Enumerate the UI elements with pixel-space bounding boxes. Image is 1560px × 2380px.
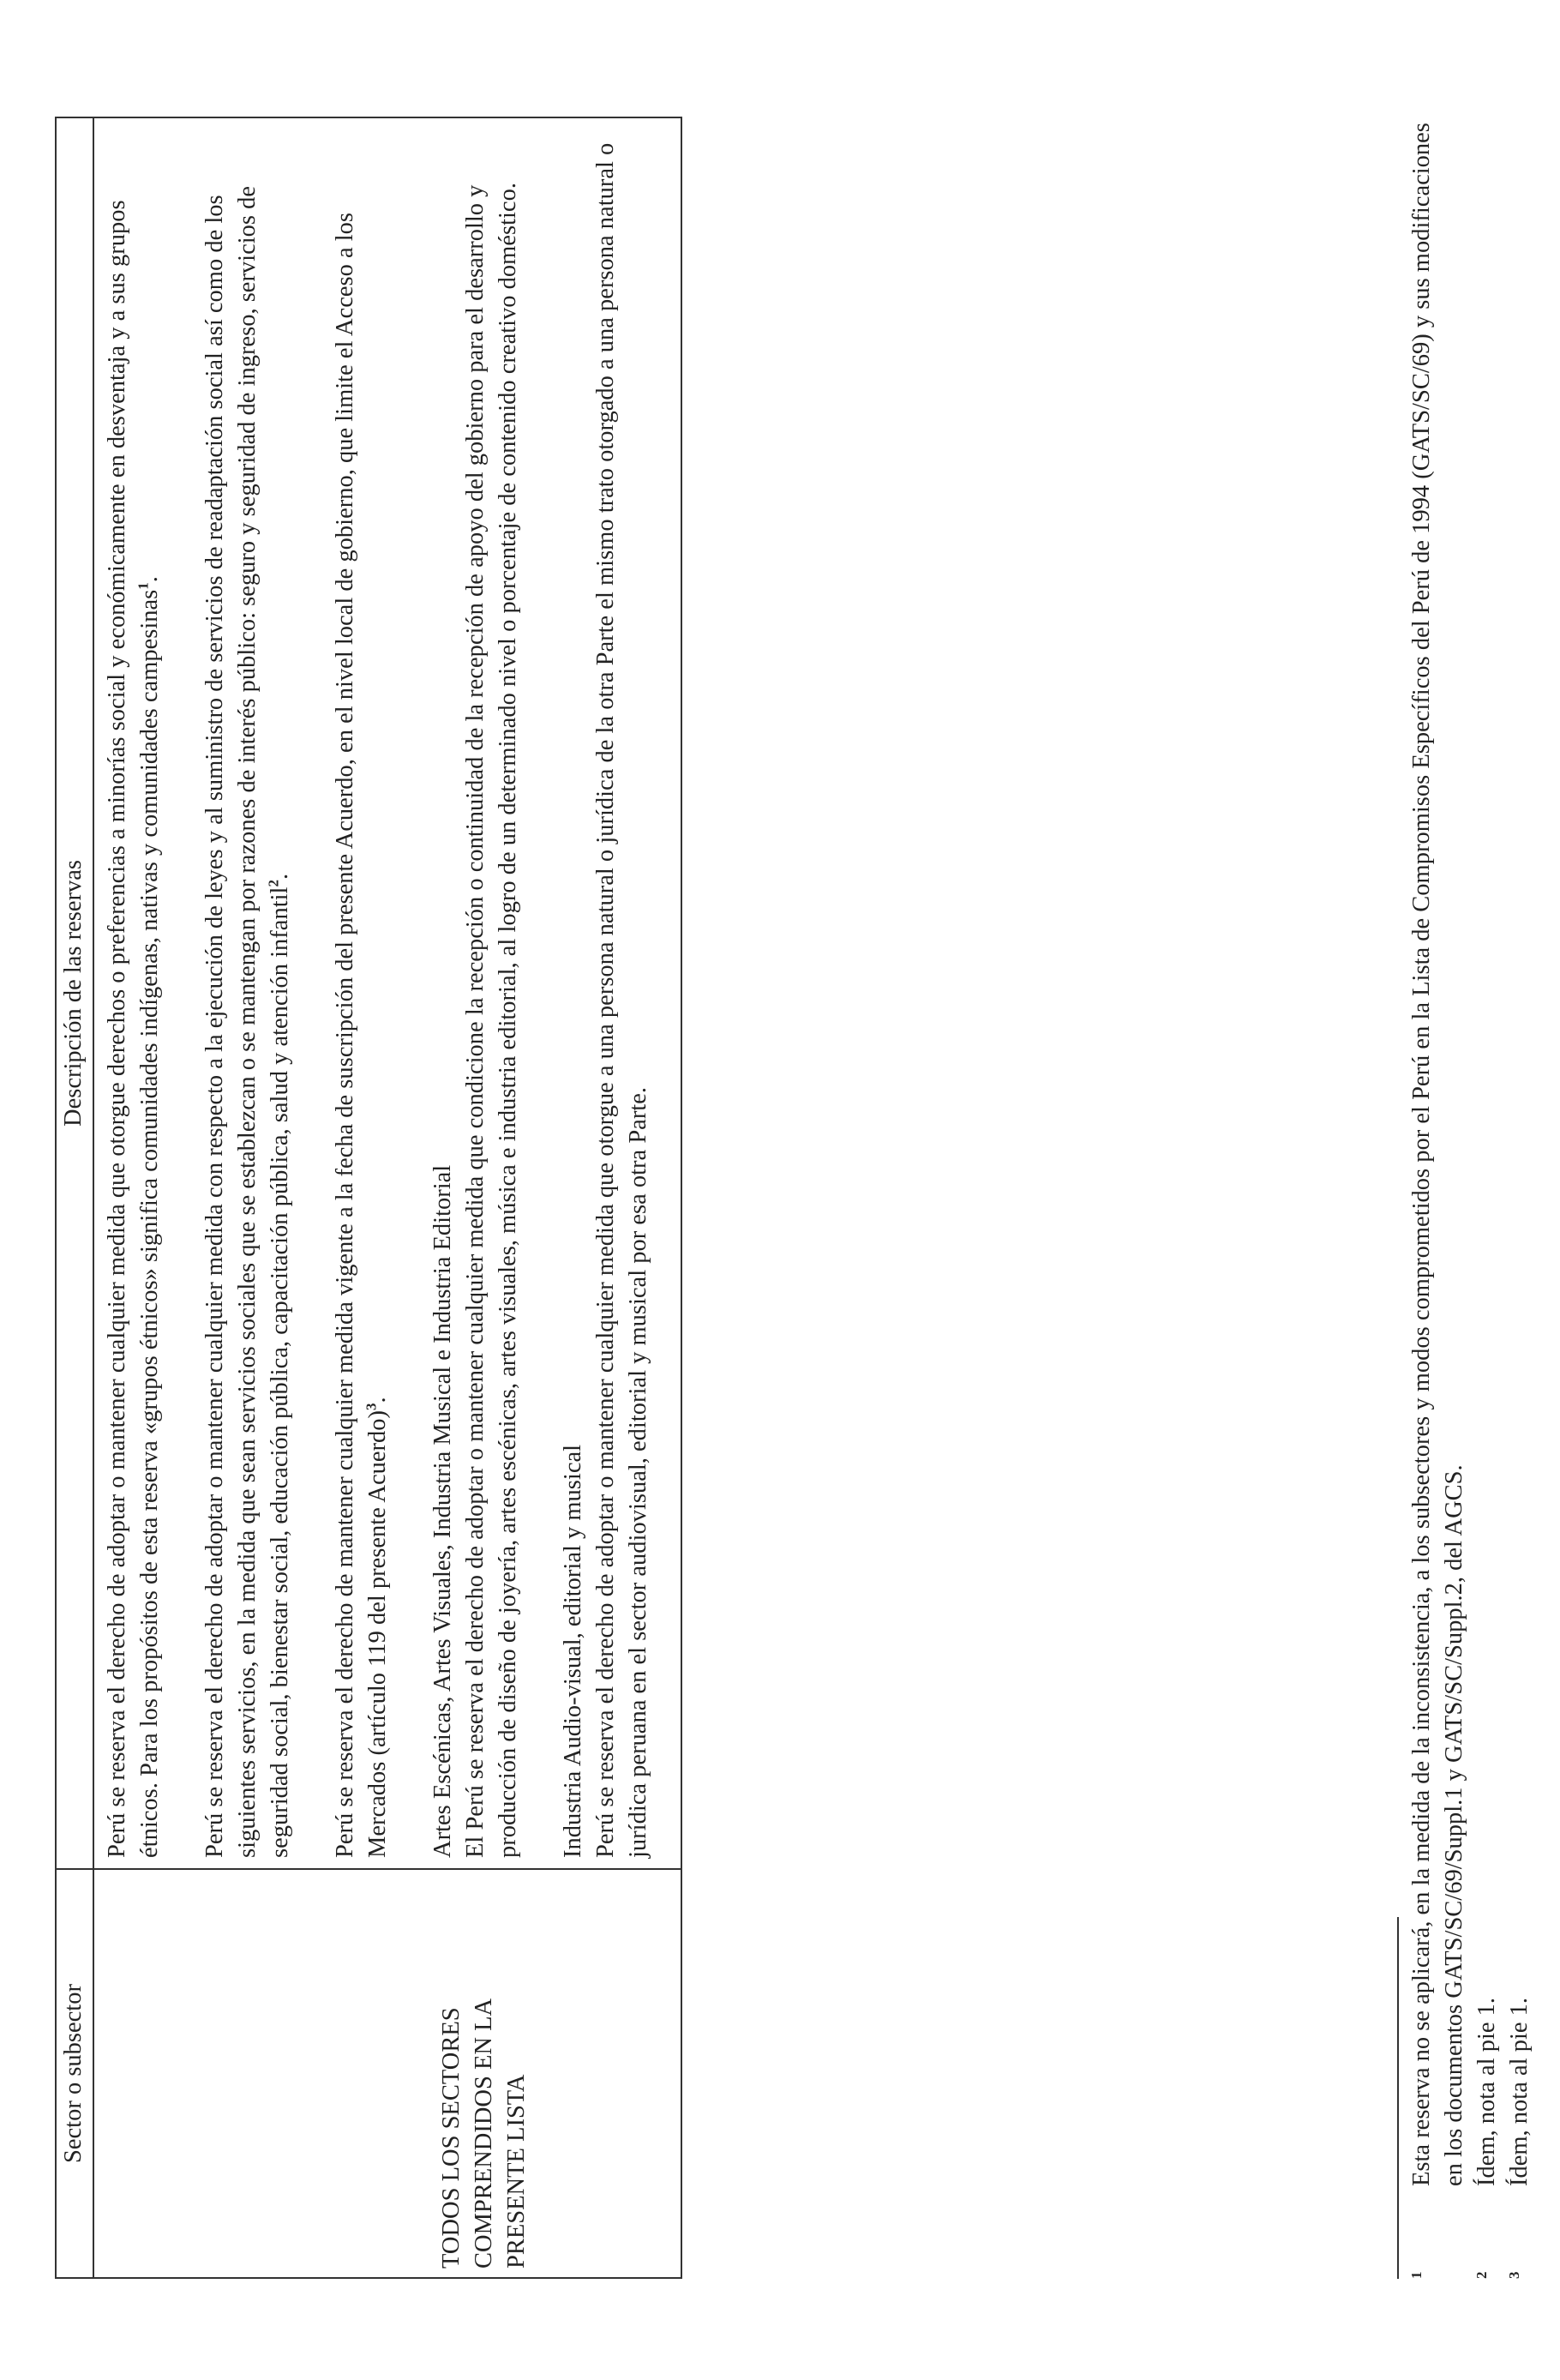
reservations-table xyxy=(55,117,682,2279)
reservation-paragraph xyxy=(101,129,166,1858)
footnotes xyxy=(1406,117,1536,2279)
sector-cell xyxy=(93,1869,681,2278)
paragraph-end: . xyxy=(364,1397,391,1403)
paragraph-text: Perú se reserva el derecho de adoptar o mantener cualquier medida que otorgue derechos o preferencias a minorías social y económicamente en desventaja y a sus grupos étnicos. Para los propósitos de esta reserva «grupos étnicos» significa comunidades indígenas, nativas y comunidades campesinas xyxy=(104,200,163,1858)
description-cell xyxy=(93,117,681,1869)
footnote-ref[interactable]: 2 xyxy=(265,880,282,887)
footnote-number: 3 xyxy=(1506,2271,1522,2279)
paragraph-text: Perú se reserva el derecho de mantener cualquier medida vigente a la fecha de suscripción del presente Acuerdo, en el nivel local de gobierno, que limite el Acceso a los Mercados (artículo 119 del presente Acuerdo) xyxy=(332,212,391,1858)
paragraph-title: Industria Audio-visual, editorial y musical xyxy=(560,1444,586,1858)
reservation-paragraph xyxy=(329,129,394,1858)
footnote xyxy=(1406,117,1471,2279)
reservation-paragraph xyxy=(427,129,525,1858)
paragraph-end: . xyxy=(267,873,293,880)
paragraph-title: Artes Escénicas, Artes Visuales, Industria Musical e Industria Editorial xyxy=(429,1164,456,1858)
footnote-text: Ídem, nota al pie 1. xyxy=(1506,1997,1533,2186)
table-row xyxy=(93,117,681,2278)
footnote xyxy=(1471,117,1503,2279)
footnote-ref[interactable]: 1 xyxy=(135,582,152,590)
reservation-paragraph xyxy=(199,129,297,1858)
footnote-number: 2 xyxy=(1473,2271,1490,2279)
table-header-row xyxy=(56,117,93,2278)
footnote-ref[interactable]: 3 xyxy=(363,1403,380,1410)
reservation-paragraph xyxy=(557,129,655,1858)
footnote-separator xyxy=(1397,1917,1399,2279)
paragraph-text: El Perú se reserva el derecho de adoptar o mantener cualquier medida que condicione la recepción o continuidad de la recepción de apoyo del gobierno para el desarrollo y producción de diseño de joyería, artes escénicas, artes visuales, música e industria editorial, al logro de un determinado nivel o porcentaje de contenido creativo doméstico. xyxy=(462,183,521,1858)
footnote-text: Ídem, nota al pie 1. xyxy=(1473,1997,1500,2186)
footnote-text: Esta reserva no se aplicará, en la medida de la inconsistencia, a los subsectores y modos comprometidos por el Perú en la Lista de Compromisos Específicos del Perú de 1994 (GATS/SC/69) y sus modificaciones en los documentos GATS/SC/69/Suppl.1 y GATS/SC/Suppl.2, del AGCS. xyxy=(1408,123,1467,2186)
description-column-header: Descripción de las reservas xyxy=(56,117,93,1869)
paragraph-end: . xyxy=(136,576,163,583)
footnote xyxy=(1503,117,1536,2279)
paragraph-text: Perú se reserva el derecho de adoptar o mantener cualquier medida que otorgue a una persona natural o jurídica de la otra Parte el mismo trato otorgado a una persona natural o jurídica peruana en el sector audiovisual, editorial y musical por esa otra Parte. xyxy=(592,142,651,1858)
sector-column-header: Sector o subsector xyxy=(56,1869,93,2278)
sector-text: TODOS LOS SECTORES COMPRENDIDOS EN LA PRESENTE LISTA xyxy=(438,1999,530,2269)
paragraph-text: Perú se reserva el derecho de adoptar o mantener cualquier medida con respecto a la ejecución de leyes y al suministro de servicios de readaptación social así como de los siguientes servicios, en la medida que sean servicios sociales que se establezcan o se mantengan por razones de interés público: seguro y seguridad de ingreso, servicios de seguridad social, bienestar social, educación pública, capacitación pública, salud y atención infantil xyxy=(201,185,293,1858)
footnote-number: 1 xyxy=(1408,2271,1425,2279)
